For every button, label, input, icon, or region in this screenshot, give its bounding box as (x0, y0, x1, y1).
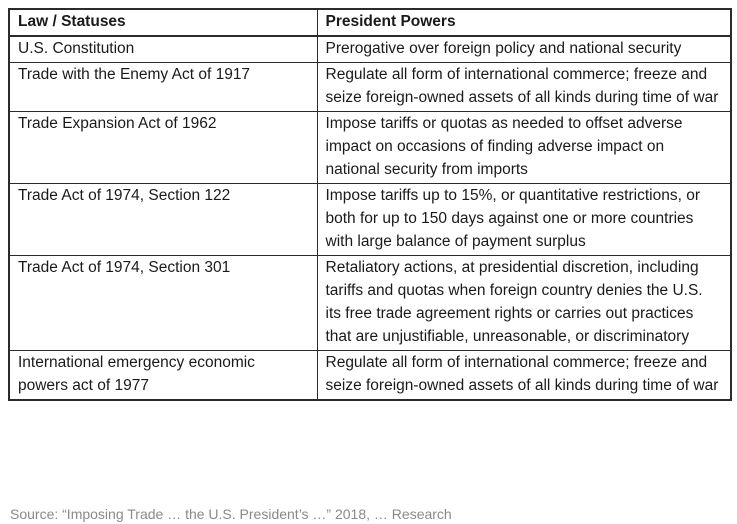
column-header-president-powers: President Powers (317, 9, 731, 36)
law-cell: Trade Act of 1974, Section 301 (9, 256, 317, 351)
source-caption-text: Source: “Imposing Trade … the U.S. President’s …” 2018, … Research (10, 506, 452, 522)
president-power-cell: Impose tariffs or quotas as needed to offset adverse impact on occasions of finding adverse impact on national security from imports (317, 112, 731, 184)
table-row (9, 112, 731, 184)
president-power-cell: Impose tariffs up to 15%, or quantitative restrictions, or both for up to 150 days against one or more countries with large balance of payment surplus (317, 184, 731, 256)
table-row (9, 256, 731, 351)
table-row (9, 351, 731, 401)
table-row (9, 184, 731, 256)
president-power-cell: Regulate all form of international commerce; freeze and seize foreign-owned assets of all kinds during time of war (317, 351, 731, 401)
president-power-cell: Regulate all form of international commerce; freeze and seize foreign-owned assets of all kinds during time of war (317, 63, 731, 112)
law-cell: Trade with the Enemy Act of 1917 (9, 63, 317, 112)
law-cell: Trade Expansion Act of 1962 (9, 112, 317, 184)
header-row (9, 9, 731, 36)
law-cell: Trade Act of 1974, Section 122 (9, 184, 317, 256)
president-power-cell: Prerogative over foreign policy and national security (317, 36, 731, 63)
table-row (9, 63, 731, 112)
president-powers-table (8, 8, 732, 401)
law-cell: U.S. Constitution (9, 36, 317, 63)
table-row (9, 36, 731, 63)
law-cell: International emergency economic powers act of 1977 (9, 351, 317, 401)
source-caption (10, 505, 730, 522)
president-power-cell: Retaliatory actions, at presidential discretion, including tariffs and quotas when foreign country denies the U.S. its free trade agreement rights or carries out practices that are unjustifiable, unreasonable, or discriminatory (317, 256, 731, 351)
column-header-law: Law / Statuses (9, 9, 317, 36)
